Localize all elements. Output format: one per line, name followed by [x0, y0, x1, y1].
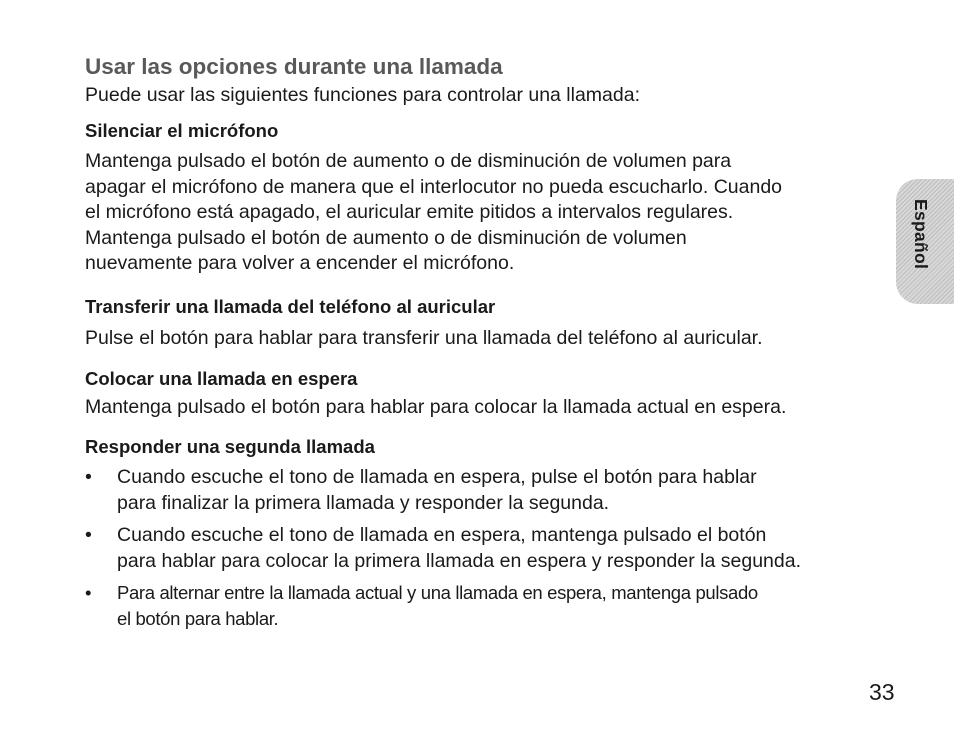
list-item: [85, 464, 875, 516]
second-call-heading: Responder una segunda llamada: [85, 436, 375, 458]
hold-heading: Colocar una llamada en espera: [85, 367, 358, 389]
mute-paragraph: [85, 149, 875, 277]
list-item: [85, 580, 875, 632]
list-item-line: Para alternar entre la llamada actual y una llamada en espera, mantenga pulsado: [117, 582, 758, 604]
mute-heading: Silenciar el micrófono: [85, 120, 279, 141]
mute-line: Mantenga pulsado el botón de aumento o de disminución de volumen: [85, 226, 687, 249]
mute-line: el micrófono está apagado, el auricular emite pitidos a intervalos regulares.: [85, 201, 734, 224]
page-number: 33: [869, 679, 895, 705]
document-page: [85, 52, 875, 632]
transfer-text: Pulse el botón para hablar para transferir una llamada del teléfono al auricular.: [85, 326, 763, 349]
bullet-icon: •: [85, 466, 92, 489]
list-item-line: para finalizar la primera llamada y responder la segunda.: [117, 492, 610, 515]
list-item-line: Cuando escuche el tono de llamada en espera, pulse el botón para hablar: [117, 466, 757, 489]
language-tab-label: Español: [911, 199, 931, 270]
mute-line: apagar el micrófono de manera que el interlocutor no pueda escucharlo. Cuando: [85, 175, 783, 198]
bullet-icon: •: [85, 524, 92, 547]
list-item: [85, 522, 875, 574]
mute-line: nuevamente para volver a encender el micrófono.: [85, 252, 515, 275]
section-intro: Puede usar las siguientes funciones para controlar una llamada:: [85, 84, 641, 106]
transfer-heading: Transferir una llamada del teléfono al auricular: [85, 295, 496, 317]
section-title: Usar las opciones durante una llamada: [85, 54, 503, 79]
list-item-line: para hablar para colocar la primera llamada en espera y responder la segunda.: [117, 550, 801, 573]
second-call-list: [85, 464, 875, 632]
mute-line: Mantenga pulsado el botón de aumento o de disminución de volumen para: [85, 150, 732, 172]
list-item-line: el botón para hablar.: [117, 608, 279, 630]
bullet-icon: •: [85, 582, 92, 604]
hold-text: Mantenga pulsado el botón para hablar para colocar la llamada actual en espera.: [85, 395, 787, 418]
language-tab: [896, 179, 954, 304]
list-item-line: Cuando escuche el tono de llamada en espera, mantenga pulsado el botón: [117, 524, 767, 547]
